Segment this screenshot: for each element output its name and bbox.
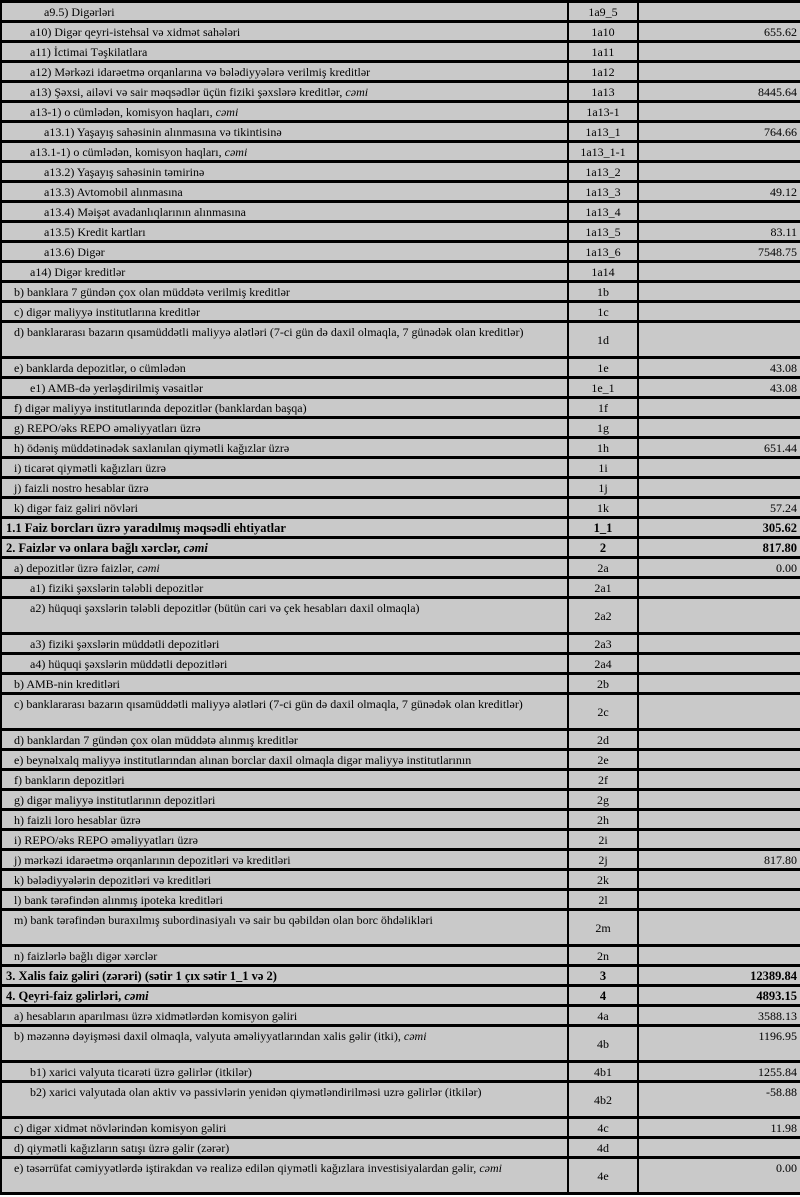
table-row: [1, 1006, 800, 1026]
row-label: f) digər maliyyə institutlarında depozitlər (banklardan başqa): [14, 401, 307, 415]
row-label-cell: [1, 910, 568, 946]
row-code-cell: 1a13_6: [568, 242, 638, 262]
row-value-cell: 1196.95: [638, 1026, 800, 1062]
row-label: m) bank tərəfindən buraxılmış subordinasiyalı və sair bu qəbildən olan borc öhdəlikləri: [14, 913, 433, 927]
row-label: k) bələdiyyələrin depozitləri və kreditləri: [14, 873, 212, 887]
row-code-cell: 2a3: [568, 634, 638, 654]
row-label-cell: [1, 986, 568, 1006]
row-value-cell: [638, 830, 800, 850]
row-value-cell: 655.62: [638, 22, 800, 42]
row-label-cell: [1, 418, 568, 438]
row-label: e) təsərrüfat cəmiyyətlərdə iştirakdan və realizə edilən qiymətli kağızlara investisiyalardan gəlir,: [14, 1161, 477, 1175]
row-code-cell: 1g: [568, 418, 638, 438]
table-row: [1, 162, 800, 182]
row-label-cell: [1, 674, 568, 694]
row-label: a13.4) Məişət avadanlıqlarının alınmasına: [44, 205, 246, 219]
row-code-cell: 1d: [568, 322, 638, 358]
row-code-cell: 2a: [568, 558, 638, 578]
table-row: [1, 1082, 800, 1118]
table-row: [1, 518, 800, 538]
row-label-cell: [1, 62, 568, 82]
row-code-cell: 4b: [568, 1026, 638, 1062]
row-value-cell: 43.08: [638, 358, 800, 378]
row-code-cell: 4a: [568, 1006, 638, 1026]
row-label: e) banklarda depozitlər, o cümlədən: [14, 361, 186, 375]
table-row: [1, 730, 800, 750]
table-row: [1, 222, 800, 242]
row-code-cell: 2m: [568, 910, 638, 946]
row-label-cell: [1, 242, 568, 262]
row-code-cell: 1a13-1: [568, 102, 638, 122]
row-code-cell: 2c: [568, 694, 638, 730]
row-label-cell: [1, 398, 568, 418]
row-value-cell: 817.80: [638, 850, 800, 870]
table-row: [1, 558, 800, 578]
table-row: [1, 302, 800, 322]
table-row: [1, 2, 800, 22]
row-code-cell: 2l: [568, 890, 638, 910]
row-value-cell: [638, 2, 800, 22]
table-row: [1, 378, 800, 398]
table-row: [1, 478, 800, 498]
row-value-cell: [638, 654, 800, 674]
row-label: a13.5) Kredit kartları: [44, 225, 146, 239]
row-label-emphasis: cəmi: [476, 1161, 502, 1175]
row-label: a13) Şəxsi, ailəvi və sair məqsədlər üçün fiziki şəxslərə kreditlər,: [30, 85, 343, 99]
row-value-cell: [638, 282, 800, 302]
row-label-cell: [1, 262, 568, 282]
row-label-emphasis: cəmi: [121, 989, 149, 1003]
row-label-emphasis: cəmi: [400, 1029, 427, 1043]
table-row: [1, 42, 800, 62]
table-row: [1, 538, 800, 558]
row-label-cell: [1, 518, 568, 538]
row-value-cell: [638, 770, 800, 790]
row-label: f) bankların depozitləri: [14, 773, 125, 787]
row-label: a) hesabların aparılması üzrə xidmətlərdən komisyon gəliri: [14, 1009, 298, 1023]
table-row: [1, 398, 800, 418]
row-value-cell: 7548.75: [638, 242, 800, 262]
row-code-cell: 2g: [568, 790, 638, 810]
row-code-cell: 1k: [568, 498, 638, 518]
row-label: h) faizli loro hesablar üzrə: [14, 813, 141, 827]
row-label: k) digər faiz gəliri növləri: [14, 501, 138, 515]
row-label-cell: [1, 42, 568, 62]
row-code-cell: 2j: [568, 850, 638, 870]
row-label: a9.5) Digərləri: [44, 5, 115, 19]
table-row: [1, 262, 800, 282]
table-row: [1, 282, 800, 302]
row-code-cell: 1a9_5: [568, 2, 638, 22]
row-label-cell: [1, 82, 568, 102]
row-label-cell: [1, 790, 568, 810]
row-value-cell: 0.00: [638, 1158, 800, 1194]
row-label: g) digər maliyyə institutlarının depozitləri: [14, 793, 216, 807]
row-code-cell: 1i: [568, 458, 638, 478]
table-row: [1, 694, 800, 730]
row-label-cell: [1, 750, 568, 770]
table-row: [1, 830, 800, 850]
table-row: [1, 654, 800, 674]
row-label-cell: [1, 302, 568, 322]
table-row: [1, 122, 800, 142]
row-value-cell: 43.08: [638, 378, 800, 398]
row-label-cell: [1, 2, 568, 22]
row-label: a2) hüquqi şəxslərin tələbli depozitlər (bütün cari və çek hesabları daxil olmaqla): [30, 601, 420, 615]
row-label: a3) fiziki şəxslərin müddətli depozitləri: [30, 637, 220, 651]
row-label: a11) İctimai Təşkilatlara: [30, 45, 148, 59]
row-label: a13.1-1) o cümlədən, komisyon haqları,: [30, 145, 222, 159]
row-code-cell: 2a4: [568, 654, 638, 674]
row-code-cell: 1a11: [568, 42, 638, 62]
row-label-cell: [1, 378, 568, 398]
row-code-cell: 4: [568, 986, 638, 1006]
row-label: 3. Xalis faiz gəliri (zərəri) (sətir 1 çıx sətir 1_1 və 2): [6, 969, 277, 983]
row-value-cell: [638, 674, 800, 694]
table-row: [1, 790, 800, 810]
row-label-cell: [1, 122, 568, 142]
row-value-cell: 11.98: [638, 1118, 800, 1138]
table-row: [1, 498, 800, 518]
row-label-cell: [1, 946, 568, 966]
row-label-emphasis: cəmi: [342, 85, 369, 99]
row-value-cell: [638, 458, 800, 478]
row-label-cell: [1, 358, 568, 378]
table-row: [1, 810, 800, 830]
row-label: a13.2) Yaşayış sahəsinin təmirinə: [44, 165, 205, 179]
row-label: a13.3) Avtomobil alınmasına: [44, 185, 183, 199]
row-code-cell: 2e: [568, 750, 638, 770]
row-value-cell: 3588.13: [638, 1006, 800, 1026]
row-value-cell: 305.62: [638, 518, 800, 538]
row-label: d) banklardan 7 gündən çox olan müddətə alınmış kreditlər: [14, 733, 298, 747]
row-value-cell: 0.00: [638, 558, 800, 578]
row-label: a13.1) Yaşayış sahəsinin alınmasına və tikintisinə: [44, 125, 282, 139]
row-code-cell: 1h: [568, 438, 638, 458]
table-row: [1, 870, 800, 890]
row-label-cell: [1, 142, 568, 162]
row-code-cell: 2k: [568, 870, 638, 890]
row-value-cell: [638, 162, 800, 182]
row-label-cell: [1, 162, 568, 182]
row-value-cell: 651.44: [638, 438, 800, 458]
row-label: a4) hüquqi şəxslərin müddətli depozitləri: [30, 657, 228, 671]
table-row: [1, 202, 800, 222]
row-label: b2) xarici valyutada olan aktiv və passivlərin yenidən qiymətləndirilməsi uzrə gəlirlər (itkilər): [30, 1085, 482, 1099]
row-value-cell: [638, 910, 800, 946]
row-code-cell: 1b: [568, 282, 638, 302]
row-label-cell: [1, 770, 568, 790]
row-value-cell: 1255.84: [638, 1062, 800, 1082]
row-value-cell: [638, 62, 800, 82]
row-label-cell: [1, 1138, 568, 1158]
table-row: [1, 966, 800, 986]
row-label: c) digər maliyyə institutlarına kreditlər: [14, 305, 200, 319]
table-row: [1, 358, 800, 378]
row-label: n) faizlərlə bağlı digər xərclər: [14, 949, 158, 963]
table-row: [1, 770, 800, 790]
row-label: j) faizli nostro hesablar üzrə: [14, 481, 149, 495]
row-code-cell: 1j: [568, 478, 638, 498]
row-label: a14) Digər kreditlər: [30, 265, 126, 279]
row-code-cell: 3: [568, 966, 638, 986]
row-code-cell: 1a13_2: [568, 162, 638, 182]
row-label: d) banklararası bazarın qısamüddətli maliyyə alətləri (7-ci gün də daxil olmaqla, 7 günədək olan kreditlər): [14, 325, 524, 339]
row-label-cell: [1, 1062, 568, 1082]
row-code-cell: 2n: [568, 946, 638, 966]
row-code-cell: 1a13_4: [568, 202, 638, 222]
row-value-cell: 817.80: [638, 538, 800, 558]
table-row: [1, 890, 800, 910]
row-label-cell: [1, 1082, 568, 1118]
row-code-cell: 1e: [568, 358, 638, 378]
row-value-cell: 764.66: [638, 122, 800, 142]
row-label-cell: [1, 458, 568, 478]
row-label-cell: [1, 498, 568, 518]
row-value-cell: [638, 418, 800, 438]
row-label-cell: [1, 478, 568, 498]
table-row: [1, 598, 800, 634]
table-row: [1, 910, 800, 946]
row-value-cell: [638, 1138, 800, 1158]
row-code-cell: 4d: [568, 1138, 638, 1158]
table-row: [1, 674, 800, 694]
row-code-cell: 1a14: [568, 262, 638, 282]
row-value-cell: 57.24: [638, 498, 800, 518]
table-row: [1, 1026, 800, 1062]
table-row: [1, 62, 800, 82]
row-label-cell: [1, 102, 568, 122]
table-row: [1, 1062, 800, 1082]
row-code-cell: 2f: [568, 770, 638, 790]
row-value-cell: [638, 598, 800, 634]
row-label: b) AMB-nin kreditləri: [14, 677, 120, 691]
row-label: c) banklararası bazarın qısamüddətli maliyyə alətləri (7-ci gün də daxil olmaqla, 7 günədək olan kreditlər): [14, 697, 523, 711]
row-label-cell: [1, 182, 568, 202]
row-code-cell: 2b: [568, 674, 638, 694]
row-label: i) REPO/əks REPO əməliyyatları üzrə: [14, 833, 198, 847]
table-row: [1, 418, 800, 438]
row-code-cell: 1a13: [568, 82, 638, 102]
row-value-cell: [638, 730, 800, 750]
row-code-cell: 1_1: [568, 518, 638, 538]
row-value-cell: [638, 810, 800, 830]
row-value-cell: [638, 478, 800, 498]
row-value-cell: [638, 142, 800, 162]
row-label-cell: [1, 1026, 568, 1062]
row-label: b1) xarici valyuta ticarəti üzrə gəlirlər (itkilər): [30, 1065, 252, 1079]
row-label-cell: [1, 850, 568, 870]
row-label-cell: [1, 654, 568, 674]
row-value-cell: [638, 790, 800, 810]
row-label: a10) Digər qeyri-istehsal və xidmət sahələri: [30, 25, 241, 39]
row-value-cell: [638, 634, 800, 654]
row-value-cell: [638, 578, 800, 598]
row-code-cell: 2h: [568, 810, 638, 830]
row-value-cell: 49.12: [638, 182, 800, 202]
row-code-cell: 1a10: [568, 22, 638, 42]
row-label-cell: [1, 730, 568, 750]
row-code-cell: 4c: [568, 1118, 638, 1138]
table-row: [1, 578, 800, 598]
row-label-cell: [1, 870, 568, 890]
row-value-cell: [638, 694, 800, 730]
row-label-emphasis: cəmi: [221, 145, 248, 159]
row-label: j) mərkəzi idarəetmə orqanlarının depozitləri və kreditləri: [14, 853, 291, 867]
row-value-cell: [638, 262, 800, 282]
table-row: [1, 438, 800, 458]
row-label-cell: [1, 438, 568, 458]
row-code-cell: 4e: [568, 1158, 638, 1194]
row-code-cell: 2d: [568, 730, 638, 750]
row-label: 4. Qeyri-faiz gəlirləri,: [6, 989, 122, 1003]
row-code-cell: 1a13_1-1: [568, 142, 638, 162]
table-row: [1, 1138, 800, 1158]
row-label-cell: [1, 22, 568, 42]
row-label-cell: [1, 966, 568, 986]
row-value-cell: 4893.15: [638, 986, 800, 1006]
row-label: c) digər xidmət növlərindən komisyon gəliri: [14, 1121, 227, 1135]
row-label: a1) fiziki şəxslərin tələbli depozitlər: [30, 581, 204, 595]
table-row: [1, 22, 800, 42]
row-label-cell: [1, 202, 568, 222]
row-value-cell: [638, 890, 800, 910]
table-row: [1, 102, 800, 122]
row-code-cell: 1f: [568, 398, 638, 418]
row-label-emphasis: cəmi: [180, 541, 208, 555]
row-label: l) bank tərəfindən alınmış ipoteka kreditləri: [14, 893, 223, 907]
row-label-cell: [1, 694, 568, 730]
row-code-cell: 2a1: [568, 578, 638, 598]
row-value-cell: [638, 102, 800, 122]
row-code-cell: 2a2: [568, 598, 638, 634]
row-code-cell: 4b1: [568, 1062, 638, 1082]
row-label: d) qiymətli kağızların satışı üzrə gəlir (zərər): [14, 1141, 230, 1155]
row-label: i) ticarət qiymətli kağızları üzrə: [14, 461, 166, 475]
row-label: 1.1 Faiz borcları üzrə yaradılmış məqsədli ehtiyatlar: [6, 521, 286, 535]
row-label: a12) Mərkəzi idarəetmə orqanlarına və bələdiyyələrə verilmiş kreditlər: [30, 65, 371, 79]
row-value-cell: [638, 302, 800, 322]
row-label-cell: [1, 634, 568, 654]
row-value-cell: [638, 946, 800, 966]
table-row: [1, 750, 800, 770]
report-table-body: [1, 2, 800, 1194]
row-code-cell: 1a13_3: [568, 182, 638, 202]
row-label: b) banklara 7 gündən çox olan müddətə verilmiş kreditlər: [14, 285, 290, 299]
row-label-cell: [1, 282, 568, 302]
row-label: a13.6) Digər: [44, 245, 105, 259]
table-row: [1, 1158, 800, 1194]
table-row: [1, 850, 800, 870]
row-label-cell: [1, 322, 568, 358]
row-label-cell: [1, 890, 568, 910]
row-code-cell: 1c: [568, 302, 638, 322]
row-label: a13-1) o cümlədən, komisyon haqları,: [30, 105, 213, 119]
table-row: [1, 242, 800, 262]
row-label-cell: [1, 810, 568, 830]
row-value-cell: [638, 42, 800, 62]
row-value-cell: [638, 202, 800, 222]
row-code-cell: 1a12: [568, 62, 638, 82]
row-value-cell: [638, 870, 800, 890]
row-label: b) məzənnə dəyişməsi daxil olmaqla, valyuta əməliyyatlarından xalis gəlir (itki),: [14, 1029, 401, 1043]
table-row: [1, 142, 800, 162]
row-value-cell: 83.11: [638, 222, 800, 242]
table-row: [1, 986, 800, 1006]
row-label: a) depozitlər üzrə faizlər,: [14, 561, 135, 575]
row-code-cell: 1a13_5: [568, 222, 638, 242]
table-row: [1, 182, 800, 202]
row-value-cell: 12389.84: [638, 966, 800, 986]
table-row: [1, 458, 800, 478]
row-label-cell: [1, 222, 568, 242]
row-label-cell: [1, 538, 568, 558]
table-row: [1, 946, 800, 966]
row-value-cell: [638, 750, 800, 770]
row-value-cell: [638, 322, 800, 358]
row-label: e) beynəlxalq maliyyə institutlarından alınan borclar daxil olmaqla digər maliyyə institutlarının: [14, 753, 472, 767]
row-label: h) ödəniş müddətinədək saxlanılan qiymətli kağızlar üzrə: [14, 441, 290, 455]
table-row: [1, 1118, 800, 1138]
table-row: [1, 82, 800, 102]
row-code-cell: 2i: [568, 830, 638, 850]
row-code-cell: 2: [568, 538, 638, 558]
row-label: e1) AMB-də yerləşdirilmiş vəsaitlər: [30, 381, 203, 395]
row-value-cell: [638, 398, 800, 418]
row-label-emphasis: cəmi: [212, 105, 239, 119]
row-label-cell: [1, 578, 568, 598]
row-label-emphasis: cəmi: [134, 561, 160, 575]
table-row: [1, 634, 800, 654]
table-row: [1, 322, 800, 358]
row-label-cell: [1, 830, 568, 850]
row-label: g) REPO/əks REPO əməliyyatları üzrə: [14, 421, 201, 435]
row-code-cell: 4b2: [568, 1082, 638, 1118]
row-value-cell: -58.88: [638, 1082, 800, 1118]
row-label-cell: [1, 1006, 568, 1026]
row-label-cell: [1, 598, 568, 634]
row-code-cell: 1a13_1: [568, 122, 638, 142]
row-code-cell: 1e_1: [568, 378, 638, 398]
row-value-cell: 8445.64: [638, 82, 800, 102]
row-label: 2. Faizlər və onlara bağlı xərclər,: [6, 541, 181, 555]
row-label-cell: [1, 1158, 568, 1194]
row-label-cell: [1, 1118, 568, 1138]
row-label-cell: [1, 558, 568, 578]
